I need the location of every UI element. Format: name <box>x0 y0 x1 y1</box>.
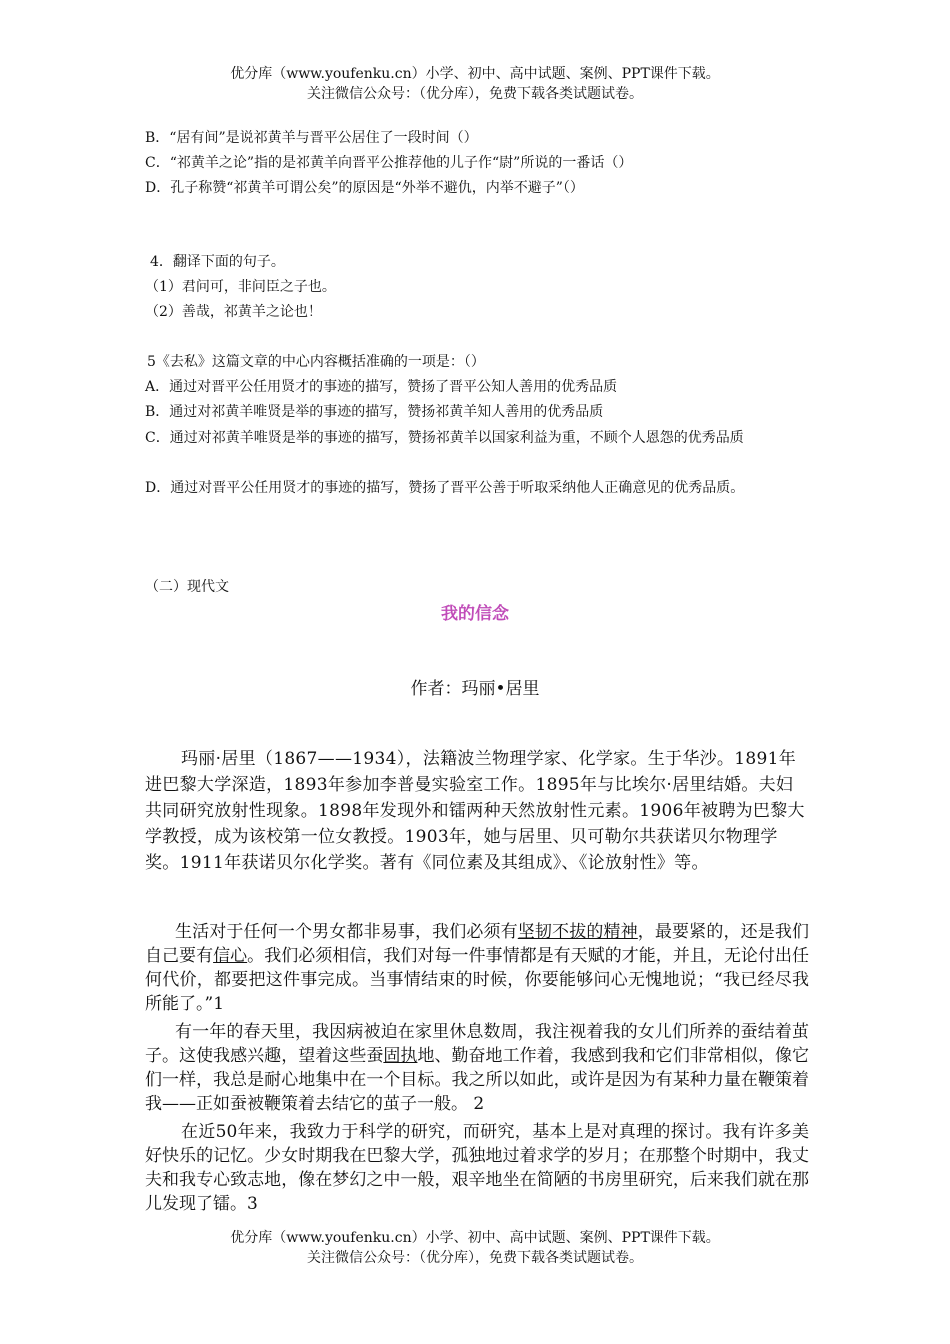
article-author: 作者：玛丽•居里 <box>410 679 540 699</box>
article-title: 我的信念 <box>441 604 509 624</box>
section-label: （二）现代文 <box>145 579 229 595</box>
page-footer <box>0 1228 950 1268</box>
q5-option-c: C．通过对祁黄羊唯贤是举的事迹的描写，赞扬祁黄羊以国家利益为重，不顾个人恩怨的优秀品质 <box>145 430 744 446</box>
q3-option-c: C．“祁黄羊之论”指的是祁黄羊向晋平公推荐他的儿子作“尉”所说的一番话（） <box>145 155 633 171</box>
q4-sentence-2: （2）善哉，祁黄羊之论也！ <box>145 304 322 320</box>
q3-option-b: B．“居有间”是说祁黄羊与晋平公居住了一段时间（） <box>145 130 478 146</box>
q4-stem: 4．翻译下面的句子。 <box>150 254 285 270</box>
page-header <box>0 64 950 104</box>
author-bio: 玛丽·居里（1867——1934），法籍波兰物理学家、化学家。生于华沙。1891年进巴黎大学深造，1893年参加李普曼实验室工作。1895年与比埃尔·居里结婚。夫妇共同研究放射性现象。1898年发现外和镭两种天然放射性元素。1906年被聘为巴黎大学教授，成为该校第一位女教授。1903年，她与居里、贝可勒尔共获诺贝尔物理学奖。1911年获诺贝尔化学奖。著有《同位素及其组成》、《论放射性》等。 <box>145 749 805 873</box>
q5-stem: 5《去私》这篇文章的中心内容概括准确的一项是：（） <box>147 354 485 370</box>
q5-option-b: B．通过对祁黄羊唯贤是举的事迹的描写，赞扬祁黄羊知人善用的优秀品质 <box>145 404 604 420</box>
underlined-phrase-3: 固执 <box>383 1046 418 1066</box>
paragraph-1-text-a: 生活对于任何一个男女都非易事，我们必须有 <box>175 922 518 942</box>
paragraph-2 <box>145 1020 809 1116</box>
header-line-2: 关注微信公众号：（优分库），免费下载各类试题试卷。 <box>307 86 643 102</box>
paragraph-1-text-c: 。我们必须相信，我们对每一件事情都是有天赋的才能，并且，无论付出任何代价，都要把这件事完成。当事情结束的时候，你要能够问心无愧地说；“我已经尽我所能了。”1 <box>145 946 810 1014</box>
underlined-phrase-1: 坚韧不拔的精神 <box>517 922 638 942</box>
paragraph-1-text-b: ，最要紧的，还是我们自己要有 <box>145 922 810 966</box>
underlined-phrase-2: 信心 <box>213 946 248 966</box>
header-line-1: 优分库（www.youfenku.cn）小学、初中、高中试题、案例、PPT课件下载。 <box>230 66 720 82</box>
footer-line-1: 优分库（www.youfenku.cn）小学、初中、高中试题、案例、PPT课件下载。 <box>230 1230 720 1246</box>
paragraph-3: 在近50年来，我致力于科学的研究，而研究，基本上是对真理的探讨。我有许多美好快乐的记忆。少女时期我在巴黎大学，孤独地过着求学的岁月；在那整个时期中，我丈夫和我专心致志地，像在梦幻之中一般，艰辛地坐在简陋的书房里研究，后来我们就在那儿发现了镭。3 <box>145 1122 809 1214</box>
q5-option-a: A．通过对晋平公任用贤才的事迹的描写，赞扬了晋平公知人善用的优秀品质 <box>145 379 618 395</box>
footer-line-2: 关注微信公众号：（优分库），免费下载各类试题试卷。 <box>307 1250 643 1266</box>
paragraph-2-text-a: 有一年的春天里，我因病被迫在家里休息数周，我注视着我的女儿们所养的蚕结着茧子。这使我感兴趣，望着这些蚕 <box>145 1022 809 1066</box>
paragraph-2-text-b: 地、勤奋地工作着，我感到我和它们非常相似，像它们一样，我总是耐心地集中在一个目标。我之所以如此，或许是因为有某种力量在鞭策着我——正如蚕被鞭策着去结它的茧子一般。 2 <box>145 1046 810 1114</box>
q4-sentence-1: （1）君问可，非问臣之子也。 <box>145 279 336 295</box>
q3-option-d: D．孔子称赞“祁黄羊可谓公矣”的原因是“外举不避仇，内举不避子”（） <box>145 180 584 196</box>
q5-option-d: D．通过对晋平公任用贤才的事迹的描写，赞扬了晋平公善于听取采纳他人正确意见的优秀品质。 <box>145 480 745 496</box>
paragraph-1 <box>145 920 809 1016</box>
